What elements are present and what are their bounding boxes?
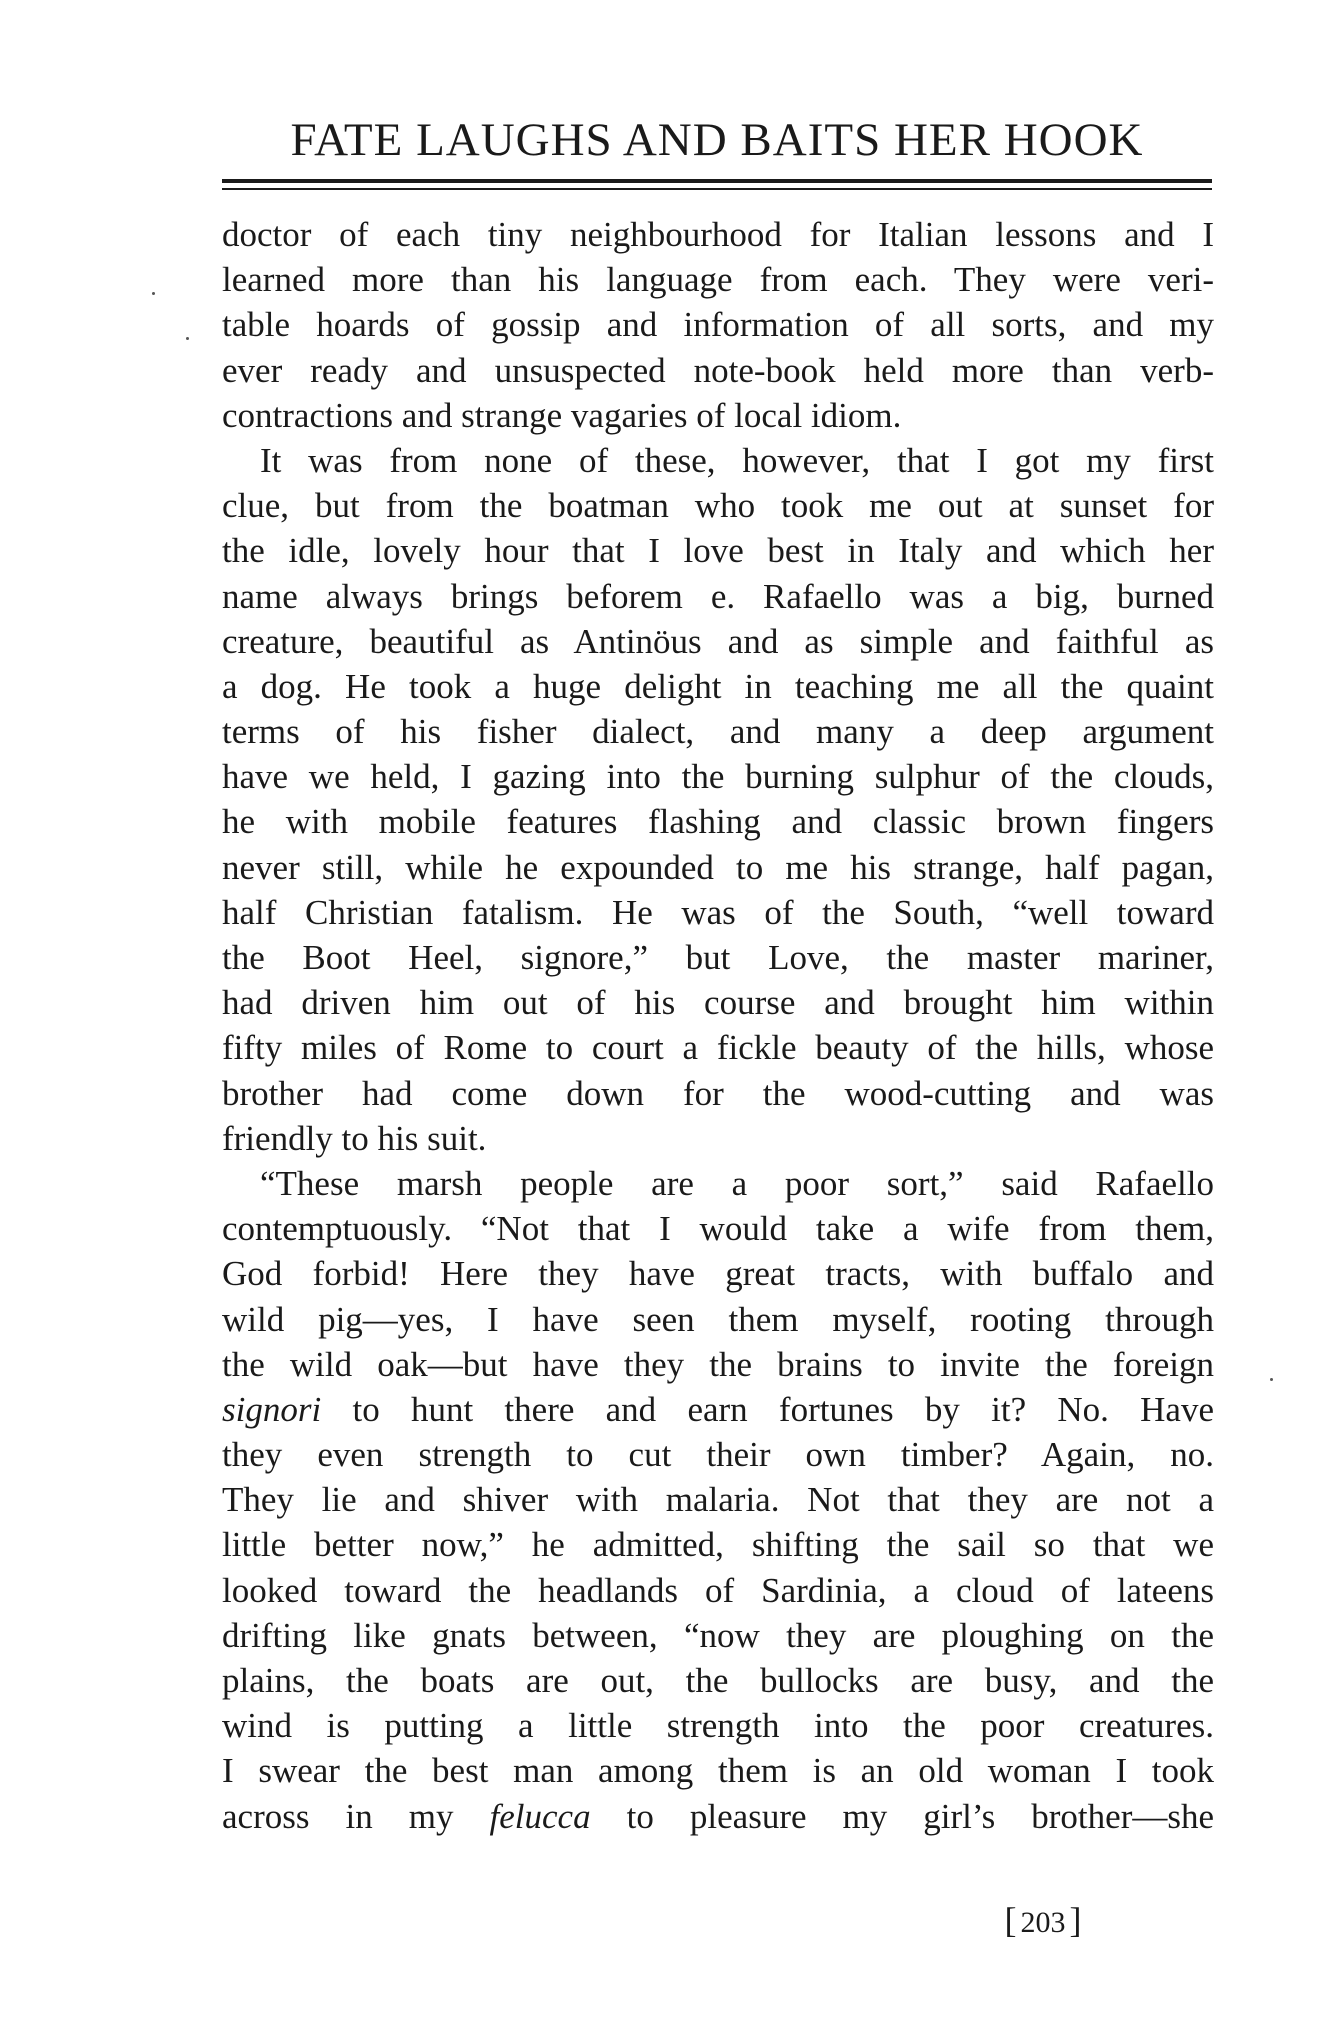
italic-word-signori: signori	[222, 1389, 322, 1429]
text-line: They lie and shiver with malaria. Not that they are not a	[222, 1480, 1214, 1520]
running-head: FATE LAUGHS AND BAITS HER HOOK	[290, 114, 1144, 166]
text-line: learned more than his language from each. They were veri-	[222, 260, 1214, 300]
paper-speck	[152, 292, 155, 295]
page-number	[978, 1898, 1108, 1945]
text-line	[222, 1387, 1214, 1432]
folio-bracket-close: ]	[1069, 1900, 1082, 1940]
text-line: plains, the boats are out, the bullocks are busy, and the	[222, 1661, 1214, 1700]
text-line: friendly to his suit.	[222, 1118, 487, 1158]
text-line: creature, beautiful as Antinöus and as simple and faithful as	[222, 621, 1214, 661]
text-line-rest: to hunt there and earn fortunes by it? No. Have	[352, 1389, 1215, 1429]
text-line-start: across in my	[222, 1796, 454, 1836]
text-line: table hoards of gossip and information of all sorts, and my	[222, 305, 1214, 345]
text-line: ever ready and unsuspected note-book held more than verb-	[222, 350, 1214, 390]
paper-speck	[186, 337, 189, 340]
text-line	[222, 1794, 1214, 1839]
text-line: have we held, I gazing into the burning sulphur of the clouds,	[222, 757, 1214, 797]
italic-word-felucca: felucca	[489, 1796, 591, 1836]
text-line: the wild oak—but have they the brains to invite the foreign	[222, 1344, 1214, 1384]
text-line: “These marsh people are a poor sort,” said Rafaello	[260, 1163, 1214, 1203]
folio-number: 203	[1020, 1906, 1066, 1939]
text-line: doctor of each tiny neighbourhood for Italian lessons and I	[222, 215, 1214, 254]
text-line: half Christian fatalism. He was of the South, “well toward	[222, 892, 1214, 932]
text-line: contemptuously. “Not that I would take a wife from them,	[222, 1209, 1214, 1249]
header-rule-thin	[222, 188, 1212, 190]
text-line: drifting like gnats between, “now they are ploughing on the	[222, 1615, 1214, 1655]
text-line: I swear the best man among them is an old woman I took	[222, 1751, 1214, 1791]
header-rule-thick	[222, 179, 1212, 183]
text-line: a dog. He took a huge delight in teaching me all the quaint	[222, 666, 1214, 706]
body-text	[222, 212, 1214, 1839]
text-line: the Boot Heel, signore,” but Love, the master mariner,	[222, 938, 1214, 977]
text-line: the idle, lovely hour that I love best in Italy and which her	[222, 531, 1214, 571]
text-line: they even strength to cut their own timber? Again, no.	[222, 1435, 1214, 1475]
text-line: wind is putting a little strength into the poor creatures.	[222, 1706, 1214, 1746]
text-line: never still, while he expounded to me his strange, half pagan,	[222, 847, 1214, 887]
text-line: terms of his fisher dialect, and many a deep argument	[222, 712, 1214, 752]
text-line: God forbid! Here they have great tracts, with buffalo and	[222, 1254, 1214, 1294]
text-line: had driven him out of his course and brought him within	[222, 983, 1214, 1023]
text-line: little better now,” he admitted, shifting the sail so that we	[222, 1525, 1214, 1565]
folio-bracket-open: [	[1004, 1900, 1017, 1940]
text-line: It was from none of these, however, that I got my first	[260, 440, 1214, 480]
text-line: name always brings beforem e. Rafaello was a big, burned	[222, 576, 1214, 616]
text-line: fifty miles of Rome to court a fickle beauty of the hills, whose	[222, 1028, 1214, 1068]
text-line: wild pig—yes, I have seen them myself, rooting through	[222, 1299, 1214, 1339]
text-line: looked toward the headlands of Sardinia, a cloud of lateens	[222, 1570, 1214, 1610]
text-line: he with mobile features flashing and classic brown fingers	[222, 802, 1214, 842]
text-line: brother had come down for the wood-cutting and was	[222, 1073, 1214, 1113]
text-line: contractions and strange vagaries of local idiom.	[222, 395, 902, 435]
text-line-rest: to pleasure my girl’s brother—she	[626, 1796, 1215, 1836]
text-line: clue, but from the boatman who took me out at sunset for	[222, 486, 1214, 526]
paper-speck	[1270, 1378, 1273, 1381]
